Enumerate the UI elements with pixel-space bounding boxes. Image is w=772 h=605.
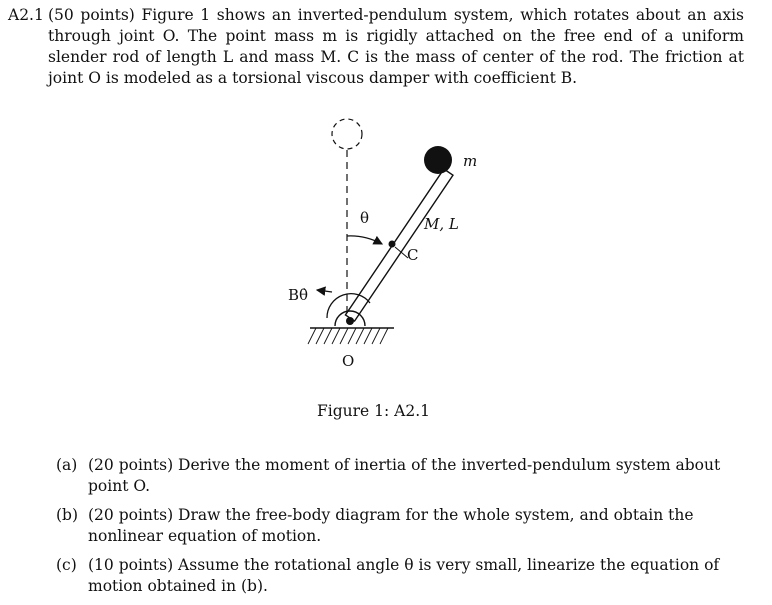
center-label: C [407,246,419,264]
problem-statement [8,5,744,89]
theta-arc [347,236,382,244]
angle-label: θ [360,209,370,227]
problem-text: (50 points) Figure 1 shows an inverted-pendulum system, which rotates about an axis through joint O. The point mass m is rigidly attached on the free end of a uniform slender rod of length L and mass M. C is the mass of center of the rod. The friction at joint O is modeled as a torsional viscous damper with coefficient B. [48,6,744,87]
upright-position-circle [332,119,362,149]
part-b-letter: (b) [56,506,79,524]
part-c [56,555,746,597]
part-a-letter: (a) [56,456,78,474]
part-a [56,455,746,497]
part-c-text: (10 points) Assume the rotational angle θ is very small, linearize the equation of motion obtained in (b). [88,556,720,595]
part-b [56,505,746,547]
damper-arrow [317,290,332,292]
ground-hatching [308,328,388,344]
center-of-mass-dot [389,241,396,248]
inverted-pendulum-figure [270,112,510,402]
figure-caption-text: Figure 1: A2.1 [317,402,430,420]
part-a-text: (20 points) Derive the moment of inertia of the inverted-pendulum system about point O. [88,456,721,495]
figure-caption [0,402,772,420]
pivot-dot [346,317,354,325]
problem-number: A2.1 [8,6,44,24]
damper-arc [327,294,370,318]
rod [345,169,453,321]
mass-label: m [463,152,478,170]
part-b-text: (20 points) Draw the free-body diagram for the whole system, and obtain the nonlinear equation of motion. [88,506,694,545]
rod-label: M, L [424,215,459,233]
damper-label: Bθ̇ [288,286,309,304]
question-parts [56,455,746,605]
point-mass [424,146,452,174]
pivot-label: O [342,352,355,370]
part-c-letter: (c) [56,556,77,574]
